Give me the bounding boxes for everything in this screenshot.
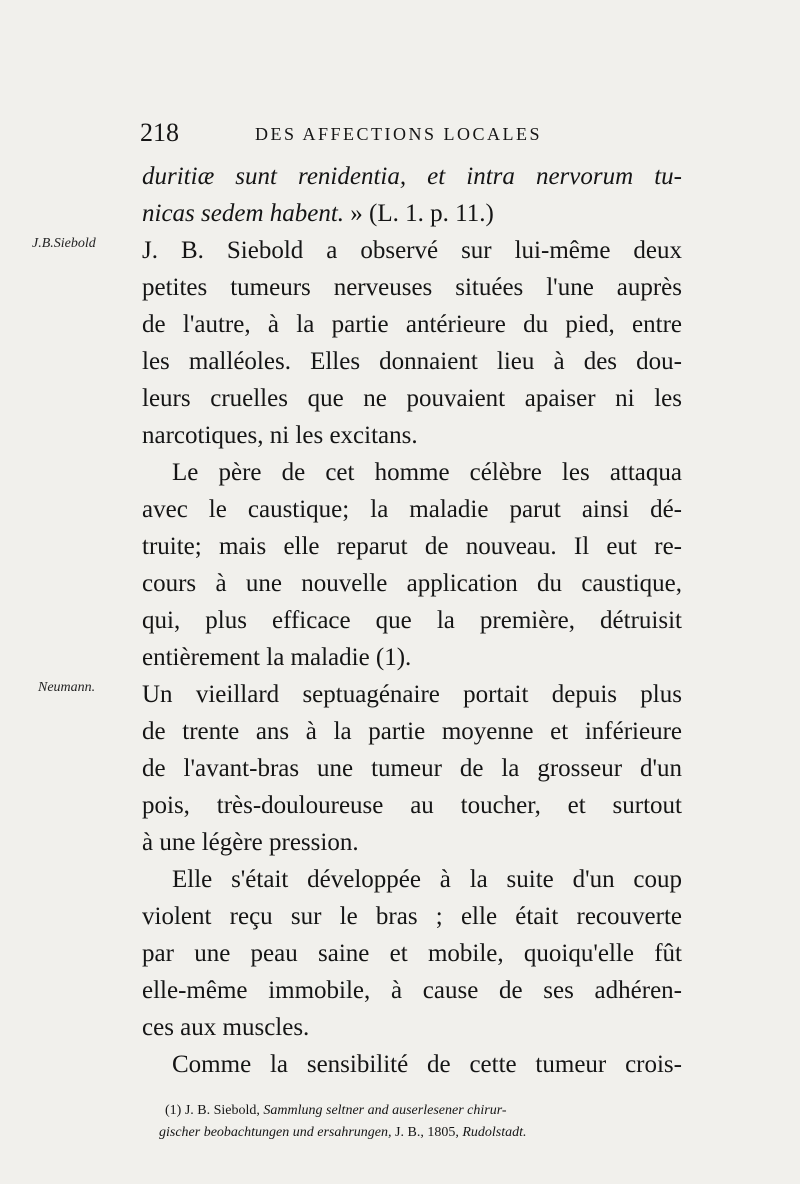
text-line: cours à une nouvelle application du caustique, <box>142 570 682 597</box>
text-line: les malléoles. Elles donnaient lieu à des dou- <box>142 348 682 375</box>
text-line: truite; mais elle reparut de nouveau. Il eut re- <box>142 533 682 560</box>
latin-quote: nicas sedem habent. <box>142 200 345 227</box>
citation: » (L. 1. p. 11.) <box>344 200 494 227</box>
footnote-place: Rudolstadt. <box>462 1125 527 1140</box>
paragraph-start: Un vieillard septuagénaire portait depuis plus <box>142 681 682 708</box>
paragraph-start: Comme la sensibilité de cette tumeur crois- <box>172 1051 682 1078</box>
latin-quote: duritiæ sunt renidentia, et intra nervorum tu- <box>142 163 682 190</box>
text-line: à une légère pression. <box>142 829 359 856</box>
paragraph-start: J. B. Siebold a observé sur lui-même deux <box>142 237 682 264</box>
text-line: narcotiques, ni les excitans. <box>142 422 418 449</box>
running-head: DES AFFECTIONS LOCALES <box>255 124 543 144</box>
margin-note-neumann: Neumann. <box>38 680 96 695</box>
footnote-ref: J. B., 1805, <box>395 1125 459 1140</box>
text-line: violent reçu sur le bras ; elle était recouverte <box>142 903 682 930</box>
footnote-marker: (1) J. B. Siebold, <box>165 1103 260 1118</box>
text-line: de l'autre, à la partie antérieure du pied, entre <box>142 311 682 338</box>
text-line: petites tumeurs nerveuses situées l'une auprès <box>142 274 682 301</box>
text-line: leurs cruelles que ne pouvaient apaiser ni les <box>142 385 682 412</box>
margin-note-siebold: J.B.Siebold <box>32 236 96 251</box>
text-line: ces aux muscles. <box>142 1014 310 1041</box>
footnote-line <box>159 1122 695 1144</box>
text-line: de l'avant-bras une tumeur de la grosseur d'un <box>142 755 682 782</box>
body-text <box>142 158 682 1083</box>
text-line <box>142 195 682 232</box>
text-line: avec le caustique; la maladie parut ainsi dé- <box>142 496 682 523</box>
footnote-line <box>165 1100 695 1122</box>
footnote-title: gischer beobachtungen und ersahrungen, <box>159 1125 392 1140</box>
paragraph-start: Elle s'était développée à la suite d'un coup <box>172 866 682 893</box>
text-line: pois, très-douloureuse au toucher, et surtout <box>142 792 682 819</box>
text-line: elle-même immobile, à cause de ses adhéren- <box>142 977 682 1004</box>
text-line <box>142 158 682 195</box>
page-header <box>140 118 680 150</box>
text-line: de trente ans à la partie moyenne et inférieure <box>142 718 682 745</box>
text-line: entièrement la maladie (1). <box>142 644 412 671</box>
text-line: par une peau saine et mobile, quoiqu'elle fût <box>142 940 682 967</box>
footnote-title: Sammlung seltner and auserlesener chirur- <box>263 1103 507 1118</box>
footnote <box>159 1100 695 1144</box>
paragraph-start: Le père de cet homme célèbre les attaqua <box>172 459 682 486</box>
text-line: qui, plus efficace que la première, détruisit <box>142 607 682 634</box>
page-number: 218 <box>140 118 179 147</box>
